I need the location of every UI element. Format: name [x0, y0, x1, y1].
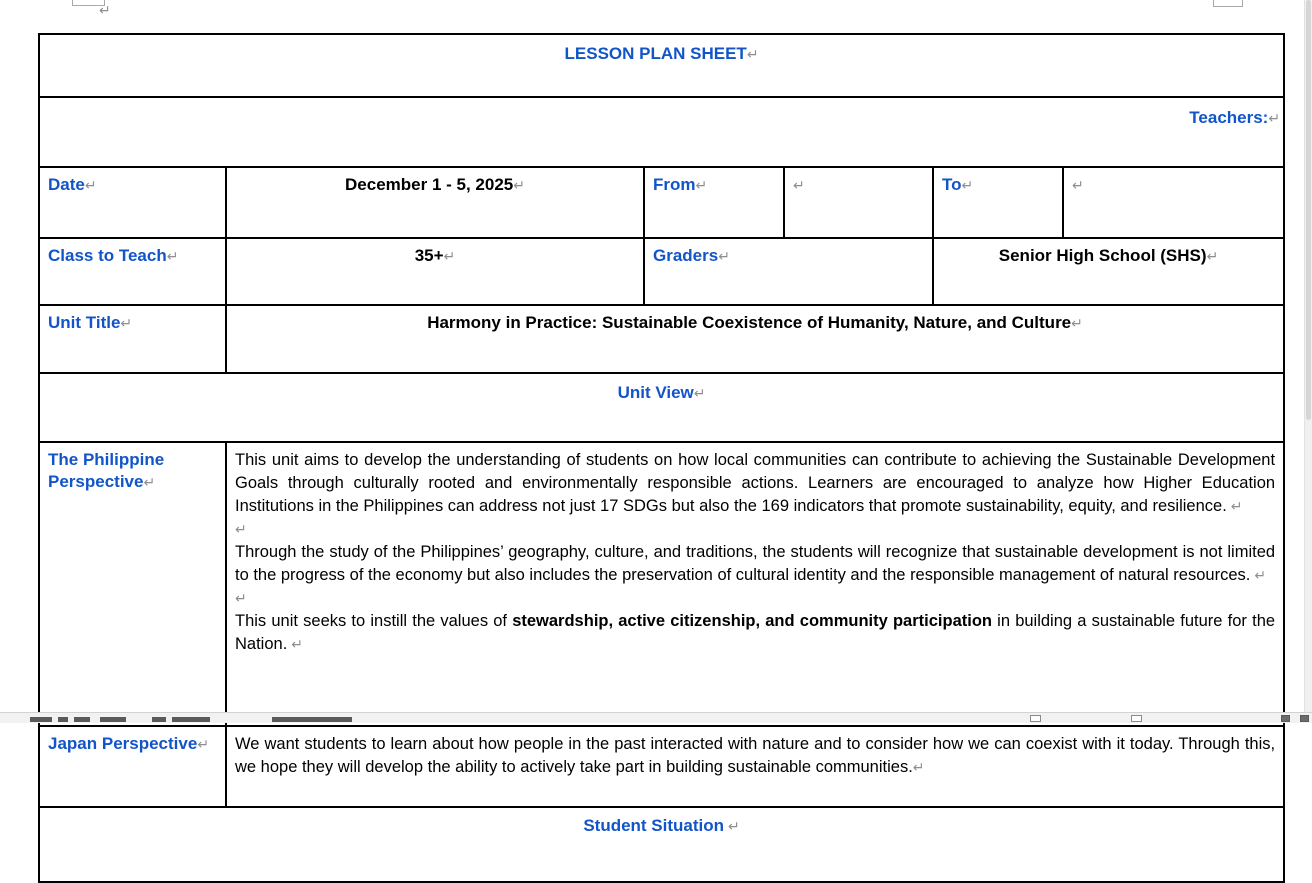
philippine-paragraph-1	[235, 449, 1275, 518]
status-text-fragment	[74, 717, 90, 722]
return-mark-icon: ↵	[143, 475, 156, 491]
status-text-fragment	[100, 717, 126, 722]
date-label-cell[interactable]	[39, 167, 226, 238]
return-mark-icon: ↵	[235, 591, 247, 607]
zoom-out-icon[interactable]	[1281, 715, 1290, 722]
table-row	[39, 167, 1284, 238]
table-row	[39, 442, 1284, 726]
unit-title-label: Unit Title	[48, 313, 121, 332]
philippine-perspective-label: The Philippine Perspective	[48, 450, 165, 491]
teachers-cell[interactable]	[39, 97, 1284, 167]
lesson-plan-table	[38, 33, 1285, 883]
return-mark-icon: ↵	[746, 47, 759, 63]
return-mark-icon: ↵	[166, 249, 179, 265]
philippine-paragraph-3	[235, 610, 1275, 656]
empty-paragraph	[235, 518, 1275, 541]
unit-title-label-cell[interactable]	[39, 305, 226, 373]
header-frame-artifact-right	[1213, 0, 1243, 7]
view-mode-icon[interactable]	[1030, 715, 1041, 722]
date-label: Date	[48, 175, 85, 194]
status-bar	[0, 712, 1312, 723]
return-mark-icon: ↵	[291, 637, 304, 653]
graders-label: Graders	[653, 246, 719, 265]
graders-label-cell[interactable]	[644, 238, 933, 305]
status-text-fragment	[30, 717, 52, 722]
table-row	[39, 34, 1284, 97]
unit-view-heading-cell[interactable]	[39, 373, 1284, 442]
sheet-title: LESSON PLAN SHEET	[564, 44, 747, 63]
to-label-cell[interactable]	[933, 167, 1063, 238]
paragraph-text: We want students to learn about how people in the past interacted with nature and to consider how we can coexist with it today. Through this, we hope they will develop the ability to actively take part in building sustainable communities.	[235, 735, 1276, 776]
return-mark-icon: ↵	[693, 386, 706, 402]
paragraph-text: This unit seeks to instill the values of	[235, 612, 513, 630]
japan-perspective-label-cell[interactable]	[39, 726, 226, 807]
paragraph-text: in building a sustainable future for the Nation.	[235, 612, 1276, 653]
class-to-teach-label-cell[interactable]	[39, 238, 226, 305]
paragraph-text: This unit aims to develop the understanding of students on how local communities can contribute to achieving the Sustainable Development Goals through culturally rooted and environmentally responsible actions. Learners are encouraged to analyze how Higher Education Institutions in the Philippines can address not just 17 SDGs but also the 169 indicators that promote sustainability, equity, and resilience.	[235, 451, 1276, 515]
status-text-fragment	[58, 717, 68, 722]
japan-paragraph	[235, 733, 1275, 779]
return-mark-icon: ↵	[1206, 249, 1219, 265]
from-label-cell[interactable]	[644, 167, 784, 238]
return-mark-icon: ↵	[961, 178, 974, 194]
student-situation-heading: Student Situation	[583, 816, 725, 835]
return-mark-icon: ↵	[718, 249, 730, 265]
status-text-fragment	[272, 717, 352, 722]
return-mark-icon: ↵	[1071, 316, 1083, 332]
teachers-label: Teachers:	[1189, 108, 1269, 127]
return-mark-icon: ↵	[728, 819, 740, 835]
unit-title-value-cell[interactable]	[226, 305, 1284, 373]
return-mark-icon: ↵	[443, 249, 456, 265]
table-row	[39, 807, 1284, 882]
return-mark-icon: ↵	[120, 316, 133, 332]
philippine-perspective-label-cell[interactable]	[39, 442, 226, 726]
status-text-fragment	[152, 717, 166, 722]
student-situation-heading-cell[interactable]	[39, 807, 1284, 882]
table-row	[39, 305, 1284, 373]
paragraph-text: Through the study of the Philippines’ geography, culture, and traditions, the students will recognize that sustainable development is not limited to the progress of the economy but also includes the preservation of cultural identity and the responsible management of natural resources.	[235, 543, 1276, 584]
return-mark-icon: ↵	[197, 737, 210, 753]
return-mark-icon: ↵	[84, 178, 97, 194]
sheet-title-cell[interactable]	[39, 34, 1284, 97]
table-row	[39, 373, 1284, 442]
from-label: From	[653, 175, 696, 194]
to-value-cell[interactable]	[1063, 167, 1284, 238]
return-mark-icon: ↵	[1268, 111, 1281, 127]
class-to-teach-value: 35+	[414, 246, 444, 265]
empty-paragraph	[235, 587, 1275, 610]
return-mark-icon: ↵	[1254, 568, 1267, 584]
paragraph-bold-text: stewardship, active citizenship, and community participation	[512, 612, 992, 630]
return-mark-icon: ↵	[1072, 178, 1084, 194]
philippine-perspective-body-cell[interactable]	[226, 442, 1284, 726]
graders-value-cell[interactable]	[933, 238, 1284, 305]
date-value-cell[interactable]	[226, 167, 644, 238]
return-mark-icon: ↵	[793, 178, 805, 194]
to-label: To	[942, 175, 962, 194]
return-mark-icon: ↵	[912, 760, 925, 776]
page-layout-icon[interactable]	[1131, 715, 1142, 722]
vertical-scrollbar[interactable]	[1304, 0, 1312, 723]
japan-perspective-label: Japan Perspective	[48, 734, 198, 753]
return-mark-icon: ↵	[513, 178, 525, 194]
class-to-teach-value-cell[interactable]	[226, 238, 644, 305]
graders-value: Senior High School (SHS)	[998, 246, 1207, 265]
class-to-teach-label: Class to Teach	[48, 246, 167, 265]
date-value: December 1 - 5, 2025	[345, 175, 514, 194]
return-mark-icon: ↵	[695, 178, 708, 194]
return-mark-icon: ↵	[1230, 499, 1243, 515]
table-row	[39, 726, 1284, 807]
return-mark-icon: ↵	[235, 522, 247, 538]
philippine-paragraph-2	[235, 541, 1275, 587]
japan-perspective-body-cell[interactable]	[226, 726, 1284, 807]
scrollbar-thumb[interactable]	[1306, 0, 1311, 420]
table-row	[39, 238, 1284, 305]
unit-view-heading: Unit View	[617, 383, 694, 402]
from-value-cell[interactable]	[784, 167, 933, 238]
return-mark-icon: ↵	[99, 3, 111, 19]
unit-title-value: Harmony in Practice: Sustainable Coexistence of Humanity, Nature, and Culture	[427, 313, 1072, 332]
status-text-fragment	[172, 717, 210, 722]
zoom-in-icon[interactable]	[1300, 715, 1309, 722]
table-row	[39, 97, 1284, 167]
